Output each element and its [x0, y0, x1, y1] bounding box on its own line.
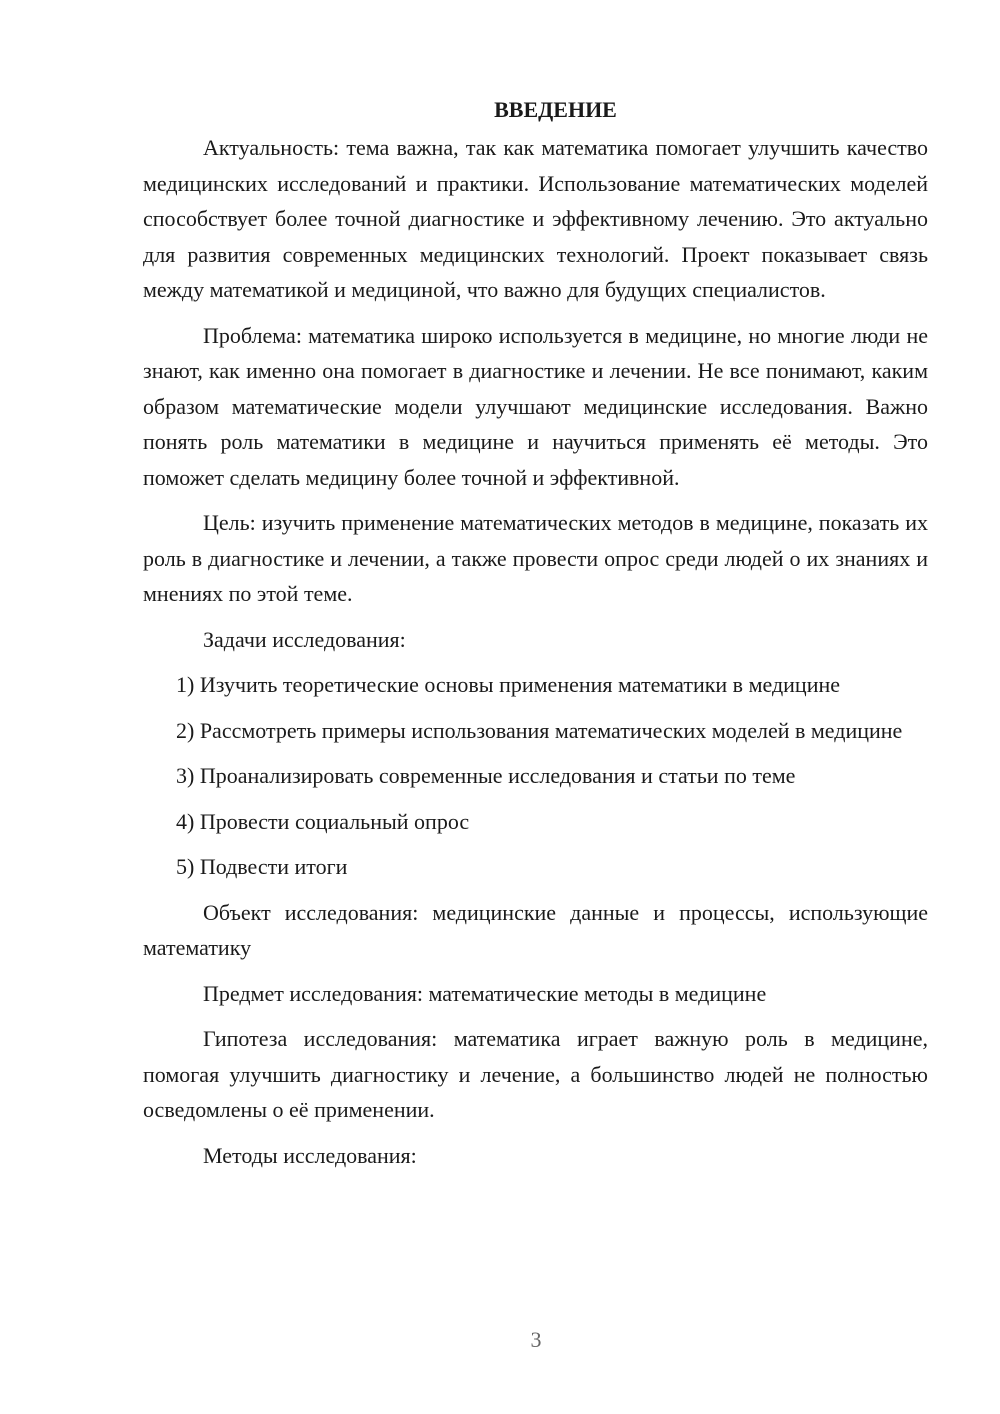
- task-item-4: 4) Провести социальный опрос: [176, 808, 470, 834]
- page-content: [143, 93, 928, 1183]
- task-item-5: 5) Подвести итоги: [176, 854, 348, 879]
- task-item-1: 1) Изучить теоретические основы применения математики в медицине: [176, 672, 841, 697]
- hypothesis-paragraph: Гипотеза исследования: математика играет важную роль в медицине, помогая улучшить диагностику и лечение, а большинство людей не полностью осведомлены о её применении.: [143, 1026, 928, 1122]
- goal-paragraph: Цель: изучить применение математических методов в медицине, показать их роль в диагностике и лечении, а также провести опрос среди людей о их знаниях и мнениях по этой теме.: [143, 510, 928, 606]
- task-item-2: 2) Рассмотреть примеры использования математических моделей в медицине: [176, 717, 903, 743]
- tasks-heading: Задачи исследования:: [203, 626, 406, 652]
- methods-heading: Методы исследования:: [203, 1142, 417, 1168]
- subject-paragraph: Предмет исследования: математические методы в медицине: [203, 980, 767, 1006]
- relevance-paragraph: Актуальность: тема важна, так как математика помогает улучшить качество медицинских исследований и практики. Использование математических моделей способствует более точной диагностике и эффективному лечению. Это актуально для развития современных медицинских технологий. Проект показывает связь между математикой и медициной, что важно для будущих специалистов.: [143, 135, 928, 302]
- task-item-3: 3) Проанализировать современные исследования и статьи по теме: [176, 763, 796, 788]
- problem-paragraph: Проблема: математика широко используется в медицине, но многие люди не знают, как именно она помогает в диагностике и лечении. Не все понимают, каким образом математические модели улучшают медицинские исследования. Важно понять роль математики в медицине и научиться применять её методы. Это поможет сделать медицину более точной и эффективной.: [143, 322, 928, 490]
- section-title: ВВЕДЕНИЕ: [494, 97, 617, 122]
- page-number: 3: [530, 1327, 542, 1352]
- object-paragraph: Объект исследования: медицинские данные и процессы, использующие математику: [143, 899, 928, 960]
